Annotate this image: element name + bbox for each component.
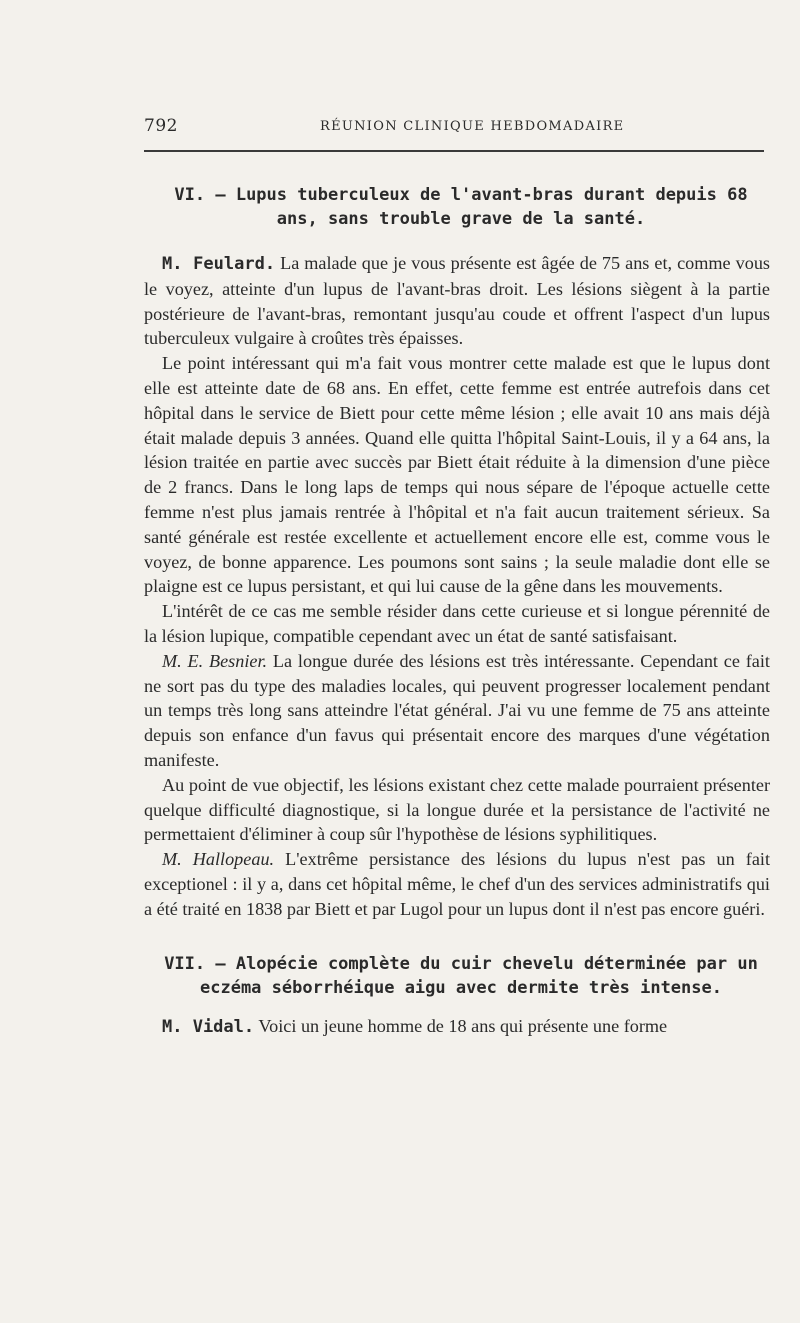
paragraph-text: L'extrême persistance des lésions du lupus n'est pas un fait exceptionel : il y a, dans cet hôpital même, le chef d'un des services administratifs qui a été traité en 1838 par Biett et par Lugol pour un lupus dont il n'est pas encore guéri. [144, 849, 771, 919]
paragraph-text: L'intérêt de ce cas me semble résider dans cette curieuse et si longue pérennité de la lésion lupique, compatible cependant avec un état de santé satisfaisant. [144, 601, 770, 646]
paragraph [144, 847, 770, 921]
body-text [144, 183, 770, 1039]
running-head [144, 116, 764, 138]
paragraph [144, 599, 770, 649]
speaker-name: M. E. Besnier. [162, 650, 268, 671]
header-rule [144, 150, 764, 152]
paragraph [144, 251, 770, 351]
speaker-name: M. Vidal. [162, 1016, 255, 1037]
paragraph-text: Au point de vue objectif, les lésions existant chez cette malade pourraient présenter quelque difficulté diagnostique, si la longue durée et la persistance de l'activité ne permettaient d'éliminer à coup sûr l'hypothèse de lésions syphilitiques. [144, 774, 770, 845]
paragraph [144, 649, 770, 773]
running-title: RÉUNION CLINIQUE HEBDOMADAIRE [320, 119, 625, 134]
section-title-vi: VI. — Lupus tuberculeux de l'avant-bras durant depuis 68 ans, sans trouble grave de la santé. [174, 185, 748, 229]
paragraph [144, 1014, 770, 1040]
paragraph-text: La malade que je vous présente est âgée de 75 ans et, comme vous le voyez, atteinte d'un lupus de l'avant-bras droit. Les lésions siègent à la partie postérieure de l'avant-bras, remontant jusqu'au coude et offrent l'aspect d'un lupus tuberculeux vulgaire à croûtes très épaisses. [144, 253, 770, 349]
speaker-name: M. Feulard. [162, 254, 276, 274]
section-title-vii: VII. — Alopécie complète du cuir chevelu déterminée par un eczéma séborrhéique aigu avec dermite très intense. [164, 953, 758, 998]
paragraph-text: Le point intéressant qui m'a fait vous montrer cette malade est que le lupus dont elle est atteinte date de 68 ans. En effet, cette femme est entrée autrefois dans cet hôpital dans le service de Biett pour cette même lésion ; elle avait 10 ans mais déjà était malade depuis 3 années. Quand elle quitta l'hôpital Saint-Louis, il y a 64 ans, la lésion traitée en partie avec succès par Biett était réduite à la dimension d'une pièce de 2 francs. Dans le long laps de temps qui nous sépare de l'époque actuelle cette femme n'est plus jamais rentrée à l'hôpital et n'a fait aucun traitement sérieux. Sa santé générale est restée excellente et actuellement encore elle est, comme vous le voyez, de bonne apparence. Les poumons sont sains ; la seule maladie dont elle se plaigne est ce lupus persistant, et qui lui cause de la gêne dans les mouvements. [144, 353, 770, 597]
speaker-name: M. Hallopeau. [162, 849, 275, 870]
paragraph [144, 773, 770, 847]
paragraph-text: Voici un jeune homme de 18 ans qui présente une forme [254, 1015, 668, 1036]
page-number: 792 [144, 116, 178, 136]
paragraph [144, 351, 770, 599]
paragraph-text: La longue durée des lésions est très intéressante. Cependant ce fait ne sort pas du type des maladies locales, qui peuvent progresser localement pendant un temps très long sans atteindre l'état général. J'ai vu une femme de 75 ans atteinte depuis son enfance d'un favus qui présentait encore des marques d'une végétation manifeste. [144, 650, 770, 770]
